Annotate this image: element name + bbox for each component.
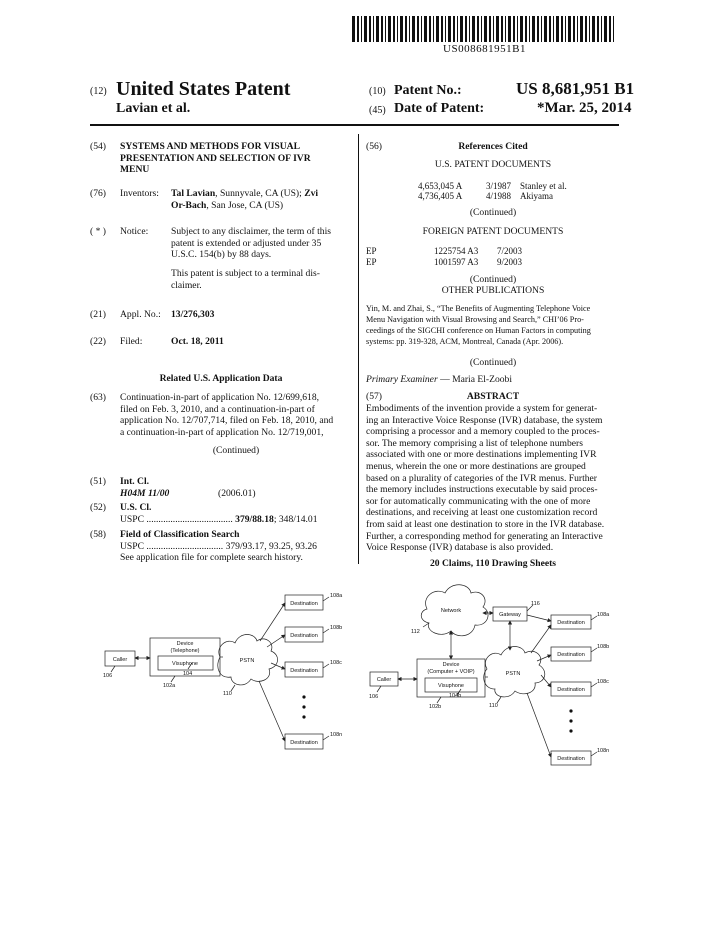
barcode-bar <box>520 16 523 42</box>
foreign-continued: (Continued) <box>469 274 517 285</box>
fig-right-ref-a: 108a <box>597 612 610 618</box>
fig-left-pstn: PSTN <box>239 658 255 664</box>
related-data-title: Related U.S. Application Data <box>159 373 283 384</box>
fig-left-dest-c: Destination <box>290 668 318 674</box>
us-doc-name: Akiyama <box>520 191 553 201</box>
fig-left-device-l2: (Telephone) <box>170 648 200 654</box>
barcode-bar <box>421 16 422 42</box>
barcode-bar <box>556 16 559 42</box>
barcode-number: US008681951B1 <box>443 43 526 55</box>
barcode-bar <box>541 16 542 42</box>
barcode-bar <box>460 16 463 42</box>
fig-right-device-l1: Device <box>442 662 460 668</box>
date-of-patent-label: Date of Patent: <box>394 101 485 116</box>
inventors-line-1: Tal Lavian, Sunnyvale, CA (US); Zvi <box>171 188 319 199</box>
barcode-bar <box>609 16 611 42</box>
foreign-doc-number: 1225754 A3 <box>434 246 479 256</box>
fig-left-dest-b: Destination <box>290 633 318 639</box>
abstract-line: Further, a corresponding method for generating an Interactive <box>366 530 603 542</box>
code-45: (45) <box>369 105 386 116</box>
appl-no-value: 13/276,303 <box>171 309 215 320</box>
barcode-bar <box>573 16 575 42</box>
barcode-bar <box>508 16 511 42</box>
figure-left <box>95 585 355 770</box>
us-doc-number: 4,736,405 A <box>418 191 463 201</box>
foreign-doc-date: 7/2003 <box>497 246 523 256</box>
patent-no-label: Patent No.: <box>394 83 462 98</box>
fig-right-caller: Caller <box>376 677 392 683</box>
column-divider <box>358 134 359 564</box>
barcode-bar <box>601 16 602 42</box>
title-line-2: PRESENTATION AND SELECTION OF IVR <box>120 152 311 164</box>
notice-code: ( * ) <box>90 226 106 237</box>
barcode <box>352 16 617 42</box>
fig-left-ref-pstn: 110 <box>223 691 232 697</box>
patent-number: US 8,681,951 B1 <box>516 79 635 98</box>
barcode-bar <box>445 16 446 42</box>
barcode-bar <box>561 16 563 42</box>
barcode-bar <box>409 16 410 42</box>
fig-right-gateway: Gateway <box>499 612 521 618</box>
barcode-bar <box>544 16 547 42</box>
barcode-bar <box>577 16 578 42</box>
abstract-line: associated with one or more destinations implementing IVR <box>366 449 597 461</box>
barcode-bar <box>592 16 595 42</box>
fig-right-visuphone: Visuphone <box>438 683 464 689</box>
field-57-code: (57) <box>366 391 382 402</box>
inventors-label: Inventors: <box>120 188 159 199</box>
related-line-1: Continuation-in-part of application No. 12/699,618, <box>120 392 320 403</box>
notice-line-2: patent is extended or adjusted under 35 <box>171 237 322 249</box>
barcode-bar <box>537 16 539 42</box>
fig-right-ref-n: 108n <box>597 748 610 754</box>
foreign-doc-number: 1001597 A3 <box>434 257 479 267</box>
inventor-name-1: Tal Lavian <box>171 188 216 199</box>
barcode-bar <box>481 16 482 42</box>
fig-right-ref-gateway: 116 <box>531 601 540 607</box>
claims-count: 20 Claims, 110 Drawing Sheets <box>429 558 557 569</box>
abstract-line: destinations, and receiving at least one customization record <box>366 507 598 519</box>
barcode-bar <box>589 16 590 42</box>
barcode-bar <box>469 16 470 42</box>
barcode-bar <box>400 16 403 42</box>
barcode-bar <box>496 16 499 42</box>
barcode-bar <box>388 16 391 42</box>
barcode-bar <box>352 16 355 42</box>
fig-left-caller: Caller <box>112 657 128 663</box>
barcode-bar <box>597 16 599 42</box>
figure-right <box>365 575 620 775</box>
appl-no-label: Appl. No.: <box>120 309 161 320</box>
barcode-bar <box>604 16 607 42</box>
abstract-line: ing an Interactive Voice Response (IVR) database, the system <box>366 414 603 426</box>
barcode-bar <box>580 16 583 42</box>
barcode-bar <box>381 16 383 42</box>
field-52-code: (52) <box>90 502 106 513</box>
fig-left-ref-b: 108b <box>330 625 343 631</box>
fig-right-pstn: PSTN <box>505 671 521 677</box>
us-doc-date: 3/1987 <box>486 181 512 191</box>
barcode-bar <box>433 16 434 42</box>
title-line-3: MENU <box>120 164 150 175</box>
fig-left-ref-device: 102a <box>163 683 176 689</box>
other-publications-title: OTHER PUBLICATIONS <box>441 285 545 296</box>
field-63-code: (63) <box>90 392 106 403</box>
field-51-code: (51) <box>90 476 106 487</box>
abstract-line: menus, wherein the one or more destinations are grouped <box>366 460 586 472</box>
us-cl-main: 379/88.18 <box>235 513 274 525</box>
field-22-code: (22) <box>90 336 106 347</box>
barcode-bar <box>436 16 439 42</box>
fig-right-ref-pstn: 110 <box>489 703 498 709</box>
barcode-bar <box>369 16 371 42</box>
us-doc-name: Stanley et al. <box>520 181 567 191</box>
field-76-code: (76) <box>90 188 106 199</box>
fig-left-dest-n: Destination <box>290 740 318 746</box>
barcode-bar <box>357 16 359 42</box>
barcode-bar <box>376 16 379 42</box>
abstract-line: Voice Response (IVR) database is also provided. <box>366 542 554 554</box>
abstract-line: comprising a processor and a memory coupled to the proces- <box>366 426 600 438</box>
foreign-docs-title: FOREIGN PATENT DOCUMENTS <box>422 226 564 237</box>
fig-right-dest-a: Destination <box>557 620 585 626</box>
abstract-line: sor. The memory comprising a list of telephone numbers <box>366 437 583 449</box>
title-line-1: SYSTEMS AND METHODS FOR VISUAL <box>120 141 301 152</box>
barcode-bar <box>441 16 443 42</box>
abstract-body <box>366 403 604 554</box>
barcode-bar <box>429 16 431 42</box>
barcode-bar <box>385 16 386 42</box>
abstract-title: ABSTRACT <box>466 391 520 402</box>
abstract-line: from said at least one destination to store in the IVR database. <box>366 518 605 530</box>
other-continued: (Continued) <box>469 357 517 368</box>
barcode-bar <box>397 16 398 42</box>
field-58-code: (58) <box>90 529 106 540</box>
code-10: (10) <box>369 86 386 97</box>
filed-label: Filed: <box>120 336 143 347</box>
related-continued: (Continued) <box>212 445 260 456</box>
barcode-bar <box>457 16 458 42</box>
barcode-bar <box>532 16 535 42</box>
notice-line-5: claimer. <box>171 279 202 291</box>
related-line-4: a continuation-in-part of application No. 12/719,001, <box>120 426 324 438</box>
barcode-bar <box>565 16 566 42</box>
us-cl-label: U.S. Cl. <box>120 502 152 513</box>
inventors-line-2: Or-Bach, San Jose, CA (US) <box>171 199 284 211</box>
barcode-bar <box>529 16 530 42</box>
notice-line-4: This patent is subject to a terminal dis- <box>171 268 320 279</box>
abstract-line: based on a plurality of categories of the IVR menus. Further <box>366 472 597 484</box>
abstract-line: sor for automatically communicating with the one of more <box>366 495 591 507</box>
fig-left-ref-a: 108a <box>330 593 343 599</box>
us-docs-title: U.S. PATENT DOCUMENTS <box>434 159 552 170</box>
field-56-code: (56) <box>366 141 382 152</box>
foreign-doc-country: EP <box>366 246 377 256</box>
barcode-bar <box>484 16 487 42</box>
barcode-bar <box>613 16 614 42</box>
int-cl-label: Int. Cl. <box>120 476 150 487</box>
field-54-code: (54) <box>90 141 106 152</box>
header-rule <box>90 124 619 126</box>
abstract-line: Embodiments of the invention provide a system for generat- <box>366 403 598 414</box>
notice-line-1: Subject to any disclaimer, the term of this <box>171 226 332 237</box>
barcode-bar <box>477 16 479 42</box>
us-doc-date: 4/1988 <box>486 191 512 201</box>
us-docs-continued: (Continued) <box>469 207 517 218</box>
fig-right-ref-visuphone: 104b <box>449 693 462 699</box>
field-21-code: (21) <box>90 309 106 320</box>
barcode-bar <box>373 16 374 42</box>
fig-left-ref-visuphone: 104 <box>183 671 193 677</box>
barcode-bar <box>364 16 367 42</box>
related-line-3: application No. 12/707,714, filed on Feb. 18, 2010, and <box>120 415 334 426</box>
foreign-doc-date: 9/2003 <box>497 257 523 267</box>
barcode-bar <box>361 16 362 42</box>
date-of-patent: *Mar. 25, 2014 <box>537 100 632 116</box>
inventor-name-2: Zvi <box>304 188 319 199</box>
fig-left-dest-a: Destination <box>290 601 318 607</box>
barcode-bar <box>505 16 506 42</box>
fig-left-device-l1: Device <box>176 641 194 647</box>
int-cl-class: H04M 11/00 <box>120 487 170 499</box>
related-line-2: filed on Feb. 3, 2010, and a continuation-in-part of <box>120 403 315 415</box>
field-search-label: Field of Classification Search <box>120 529 240 540</box>
fig-left-ref-caller: 106 <box>103 673 113 679</box>
fig-right-dest-b: Destination <box>557 652 585 658</box>
barcode-bar <box>424 16 427 42</box>
barcode-bar <box>448 16 451 42</box>
barcode-bar <box>568 16 571 42</box>
barcode-bar <box>549 16 551 42</box>
barcode-bar <box>553 16 554 42</box>
barcode-bar <box>525 16 527 42</box>
field-search-line: USPC ................................ 379/93.17, 93.25, 93.26 <box>120 540 317 552</box>
barcode-bar <box>489 16 491 42</box>
fig-right-ref-c: 108c <box>597 679 609 685</box>
barcode-bar <box>493 16 494 42</box>
field-search-note: See application file for complete search history. <box>120 552 303 563</box>
barcode-bar <box>453 16 455 42</box>
us-cl-line: USPC .................................... 379/88.18; 348/14.01 <box>120 513 318 525</box>
barcode-bar <box>412 16 415 42</box>
barcode-bar <box>393 16 395 42</box>
barcode-bar <box>501 16 503 42</box>
int-cl-year: (2006.01) <box>218 487 256 499</box>
barcode-bar <box>465 16 467 42</box>
abstract-line: the memory includes instructions executable by said proces- <box>366 484 598 496</box>
filed-value: Oct. 18, 2011 <box>171 336 224 347</box>
barcode-bar <box>417 16 419 42</box>
other-publication: Yin, M. and Zhai, S., “The Benefits of Augmenting Telephone Voice Menu Navigation with Visual Browsing and Search,” CHI’06 Pro- ceedings of the SIGCHI conference on Human Factors in computing systems: pp. 319-328, ACM, Montreal, Canada (Apr. 2006). <box>366 304 591 346</box>
references-title: References Cited <box>458 141 528 152</box>
us-doc-number: 4,653,045 A <box>418 181 463 191</box>
fig-right-ref-b: 108b <box>597 644 610 650</box>
patent-type-title: United States Patent <box>116 78 291 100</box>
fig-right-ref-device: 102b <box>429 704 442 710</box>
foreign-doc-country: EP <box>366 257 377 267</box>
fig-right-dest-n: Destination <box>557 756 585 762</box>
fig-left-ref-c: 108c <box>330 660 342 666</box>
primary-examiner: Primary Examiner — Maria El-Zoobi <box>366 374 513 385</box>
notice-line-3: U.S.C. 154(b) by 88 days. <box>171 249 272 260</box>
fig-left-visuphone: Visuphone <box>172 661 198 667</box>
fig-right-ref-network: 112 <box>411 629 420 635</box>
fig-right-dest-c: Destination <box>557 687 585 693</box>
fig-right-ref-caller: 106 <box>369 694 379 700</box>
barcode-bar <box>472 16 475 42</box>
barcode-bar <box>517 16 518 42</box>
inventor-line: Lavian et al. <box>116 101 191 116</box>
code-12: (12) <box>90 86 107 97</box>
fig-right-network: Network <box>440 608 462 614</box>
barcode-bar <box>585 16 587 42</box>
fig-right-device-l2: (Computer + VOIP) <box>427 669 475 675</box>
barcode-bar <box>513 16 515 42</box>
barcode-bar <box>405 16 407 42</box>
notice-label: Notice: <box>120 226 149 237</box>
fig-left-ref-n: 108n <box>330 732 343 738</box>
